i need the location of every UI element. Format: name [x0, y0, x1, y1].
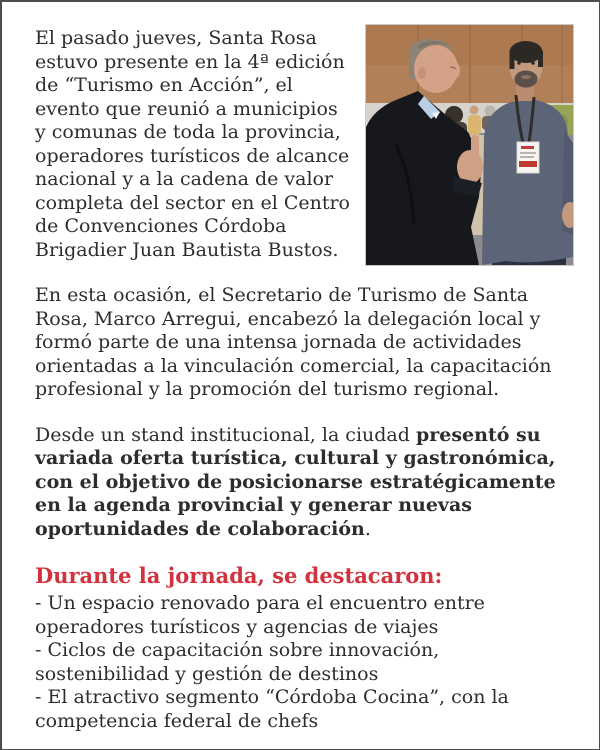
- paragraph-stand-start: Desde un stand institucional, la ciudad: [35, 423, 416, 446]
- paragraph-stand: [35, 424, 574, 542]
- paragraph-stand-bold: presentó su variada oferta turística, cultural y gastronómica, con el objetivo de posicionarse estratégicamente en la agenda provincial y generar nuevas oportunidades de colaboración: [35, 423, 556, 540]
- paragraph-intro: El pasado jueves, Santa Rosa estuvo presente en la 4ª edición de “Turismo en Acción”, el evento que reunió a municipios y comunas de toda la provincia, operadores turísticos de alcance nacional y a la cadena de valor completa del sector en el Centro de Convenciones Córdoba Brigadier Juan Bautista Bustos.: [35, 27, 350, 261]
- event-photo: [365, 24, 574, 266]
- highlights-list: [35, 592, 574, 733]
- list-item: - El atractivo segmento “Córdoba Cocina”, con la competencia federal de chefs: [35, 686, 509, 732]
- event-photo-illustration: [366, 25, 573, 265]
- highlights-heading: Durante la jornada, se destacaron:: [35, 563, 443, 588]
- list-item: - Un espacio renovado para el encuentro entre operadores turísticos y agencias de viajes: [35, 592, 485, 638]
- paragraph-stand-end: .: [364, 517, 371, 540]
- list-item: - Ciclos de capacitación sobre innovación, sostenibilidad y gestión de destinos: [35, 639, 440, 685]
- paragraph-delegation: En esta ocasión, el Secretario de Turismo de Santa Rosa, Marco Arregui, encabezó la delegación local y formó parte de una intensa jornada de actividades orientadas a la vinculación comercial, la capacitación profesional y la promoción del turismo regional.: [35, 284, 552, 400]
